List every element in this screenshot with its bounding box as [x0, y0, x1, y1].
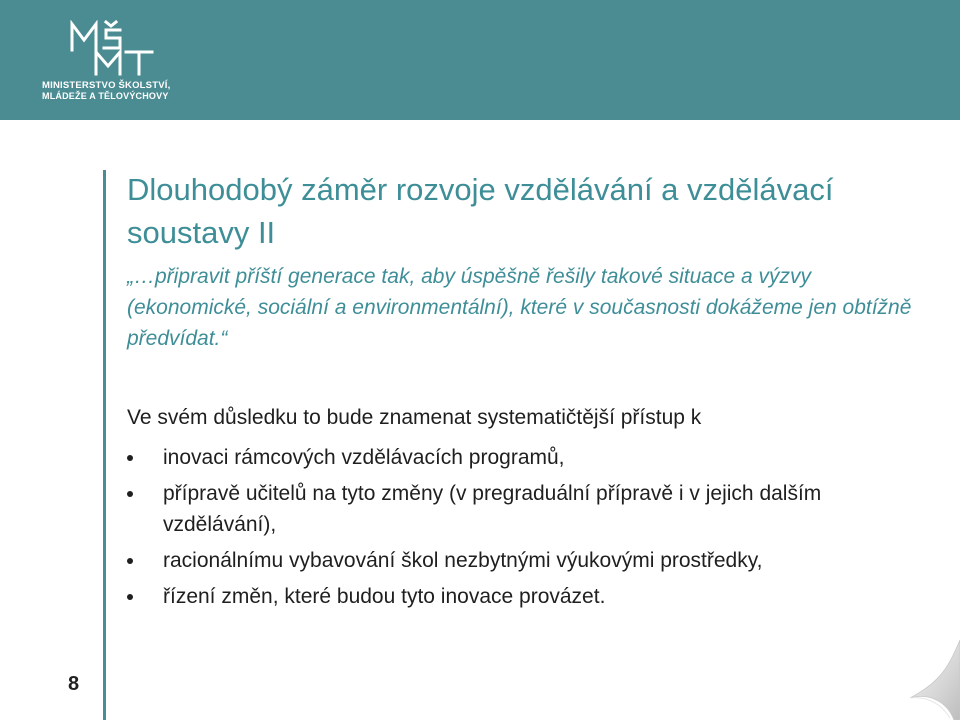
bullet-icon — [127, 491, 133, 497]
list-item-text: inovaci rámcových vzdělávacích programů, — [163, 446, 565, 469]
list-item — [127, 442, 907, 473]
ministry-name-line2: MLÁDEŽE A TĚLOVÝCHOVY — [42, 91, 169, 101]
ministry-name-line1: MINISTERSTVO ŠKOLSTVÍ, — [42, 80, 171, 91]
page-curl-icon — [870, 630, 960, 720]
list-item — [127, 581, 907, 612]
header-band — [0, 0, 960, 120]
slide-number: 8 — [68, 673, 80, 695]
list-item-text: racionálnímu vybavování škol nezbytnými výukovými prostředky, — [163, 549, 763, 572]
bullet-icon — [127, 594, 133, 600]
list-item-text: přípravě učitelů na tyto změny (v pregraduální přípravě i v jejich dalším vzdělávání), — [163, 482, 822, 536]
list-item-text: řízení změn, které budou tyto inovace provázet. — [163, 585, 606, 608]
list-item — [127, 478, 907, 540]
bullet-list — [127, 442, 907, 617]
quote-text: „…připravit příští generace tak, aby úspěšně řešily takové situace a výzvy (ekonomické, sociální a environmentální), které v současnosti dokážeme jen obtížně předvídat.“ — [127, 265, 912, 350]
msmt-monogram-icon — [68, 20, 156, 76]
slide-title: Dlouhodobý záměr rozvoje vzdělávání a vzdělávací soustavy II — [127, 172, 834, 250]
intro-text: Ve svém důsledku to bude znamenat systematičtější přístup k — [127, 406, 702, 429]
list-item — [127, 545, 907, 576]
bullet-icon — [127, 558, 133, 564]
bullet-icon — [127, 455, 133, 461]
ministry-logo — [42, 20, 202, 104]
left-accent-bar — [103, 170, 106, 720]
